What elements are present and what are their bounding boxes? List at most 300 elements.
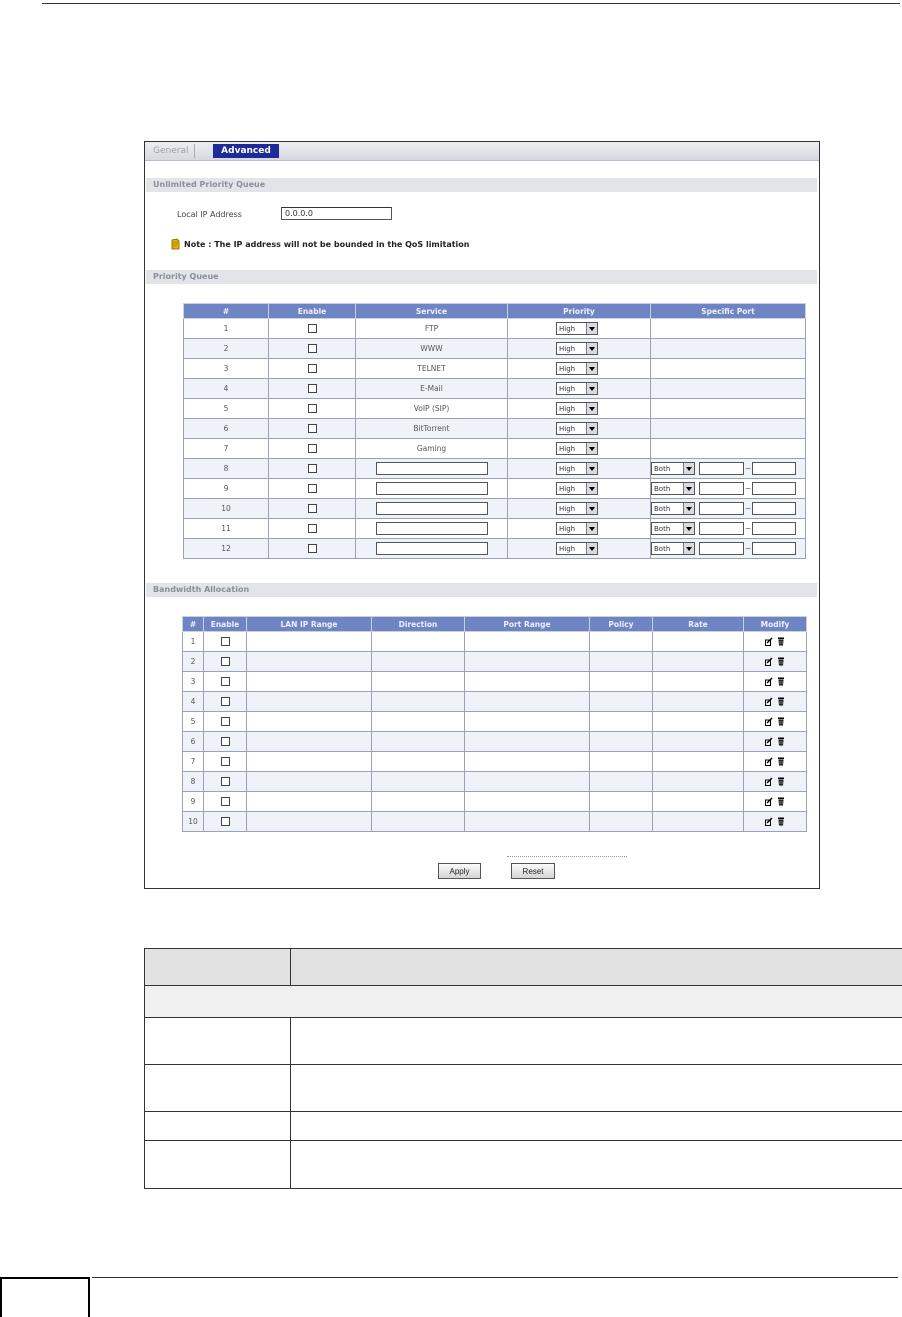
- priority-select-value: High: [559, 505, 576, 513]
- table-row: [183, 632, 807, 652]
- port-type-select[interactable]: [651, 502, 695, 515]
- priority-select[interactable]: [556, 322, 598, 335]
- doc-header-label: [145, 949, 291, 986]
- edit-icon[interactable]: [765, 657, 773, 666]
- bw-policy-cell: [590, 732, 653, 752]
- bw-lan-ip-range-cell: [247, 692, 372, 712]
- bw-lan-ip-range-cell: [247, 792, 372, 812]
- pq-enable-cell: [269, 319, 356, 339]
- chevron-down-icon[interactable]: [586, 343, 597, 354]
- bw-enable-cell: [204, 792, 247, 812]
- delete-icon[interactable]: [777, 797, 785, 806]
- table-row: [184, 459, 806, 479]
- bw-enable-cell: [204, 692, 247, 712]
- chevron-down-icon[interactable]: [683, 503, 694, 514]
- edit-icon[interactable]: [765, 817, 773, 826]
- pq-row-number: 5: [184, 399, 269, 419]
- pq-enable-cell: [269, 359, 356, 379]
- chevron-down-icon[interactable]: [586, 423, 597, 434]
- bw-header-1: Enable: [204, 617, 247, 632]
- port-type-select-value: Both: [654, 525, 671, 533]
- bw-enable-cell: [204, 712, 247, 732]
- pq-header-0: #: [184, 304, 269, 319]
- table-row: [184, 339, 806, 359]
- pq-enable-cell: [269, 419, 356, 439]
- bw-rate-cell: [653, 812, 744, 832]
- priority-select-value: High: [559, 325, 576, 333]
- edit-icon[interactable]: [765, 797, 773, 806]
- delete-icon[interactable]: [777, 817, 785, 826]
- table-row: [184, 359, 806, 379]
- bw-lan-ip-range-cell: [247, 672, 372, 692]
- bw-policy-cell: [590, 692, 653, 712]
- pq-row-number: 4: [184, 379, 269, 399]
- table-row: [184, 319, 806, 339]
- bw-direction-cell: [372, 712, 465, 732]
- note-text: Note : The IP address will not be bounded in the QoS limitation: [184, 240, 470, 249]
- priority-queue-table: [183, 303, 806, 559]
- bw-port-range-cell: [465, 672, 590, 692]
- priority-select[interactable]: [556, 502, 598, 515]
- chevron-down-icon[interactable]: [683, 543, 694, 554]
- service-input[interactable]: [376, 542, 488, 555]
- port-start-input[interactable]: [699, 482, 744, 495]
- enable-checkbox[interactable]: [308, 404, 317, 413]
- apply-button[interactable]: Apply: [438, 863, 481, 879]
- service-name: TELNET: [417, 364, 446, 373]
- pq-port-cell: [651, 339, 806, 359]
- enable-checkbox[interactable]: [221, 777, 230, 786]
- pq-port-cell: [651, 519, 806, 539]
- bw-port-range-cell: [465, 732, 590, 752]
- pq-enable-cell: [269, 539, 356, 559]
- bw-port-range-cell: [465, 752, 590, 772]
- pq-enable-cell: [269, 479, 356, 499]
- priority-select[interactable]: [556, 422, 598, 435]
- pq-enable-cell: [269, 459, 356, 479]
- bw-rate-cell: [653, 632, 744, 652]
- pq-service-cell: [356, 399, 508, 419]
- bw-header-5: Policy: [590, 617, 653, 632]
- bw-policy-cell: [590, 752, 653, 772]
- pq-row-number: 9: [184, 479, 269, 499]
- bw-enable-cell: [204, 772, 247, 792]
- enable-checkbox[interactable]: [221, 637, 230, 646]
- bw-row-number: 3: [183, 672, 204, 692]
- reset-button[interactable]: Reset: [511, 863, 555, 879]
- bw-row-number: 1: [183, 632, 204, 652]
- pq-priority-cell: [508, 439, 651, 459]
- bw-lan-ip-range-cell: [247, 732, 372, 752]
- bw-lan-ip-range-cell: [247, 772, 372, 792]
- doc-header-description: [291, 949, 902, 986]
- port-type-select-value: Both: [654, 505, 671, 513]
- enable-checkbox[interactable]: [308, 524, 317, 533]
- pq-row-number: 8: [184, 459, 269, 479]
- priority-select-value: High: [559, 545, 576, 553]
- pq-port-cell: [651, 419, 806, 439]
- port-type-select-value: Both: [654, 545, 671, 553]
- table-row: [183, 812, 807, 832]
- pq-port-cell: [651, 539, 806, 559]
- port-separator: ~: [745, 503, 752, 513]
- chevron-down-icon[interactable]: [586, 383, 597, 394]
- table-row: [184, 539, 806, 559]
- enable-checkbox[interactable]: [221, 657, 230, 666]
- bw-direction-cell: [372, 752, 465, 772]
- bandwidth-allocation-table: [182, 616, 807, 832]
- bw-lan-ip-range-cell: [247, 652, 372, 672]
- chevron-down-icon[interactable]: [683, 523, 694, 534]
- bw-modify-cell: [744, 752, 807, 772]
- section-unlimited-priority-queue: Unlimited Priority Queue: [146, 178, 817, 192]
- service-name: BitTorrent: [413, 424, 450, 433]
- delete-icon[interactable]: [777, 637, 785, 646]
- tab-advanced[interactable]: Advanced: [213, 144, 279, 158]
- local-ip-label: Local IP Address: [177, 210, 242, 219]
- service-name: WWW: [420, 344, 443, 353]
- bw-header-0: #: [183, 617, 204, 632]
- port-end-input[interactable]: [752, 542, 796, 555]
- table-row: [183, 752, 807, 772]
- bw-direction-cell: [372, 792, 465, 812]
- table-row: [184, 419, 806, 439]
- pq-priority-cell: [508, 479, 651, 499]
- service-input[interactable]: [376, 502, 488, 515]
- bw-port-range-cell: [465, 652, 590, 672]
- bw-port-range-cell: [465, 812, 590, 832]
- pq-priority-cell: [508, 379, 651, 399]
- pq-service-cell: [356, 339, 508, 359]
- pq-row-number: 3: [184, 359, 269, 379]
- port-end-input[interactable]: [752, 502, 796, 515]
- pq-priority-cell: [508, 359, 651, 379]
- bw-direction-cell: [372, 632, 465, 652]
- doc-row-label: [145, 1018, 291, 1065]
- local-ip-input[interactable]: [281, 207, 392, 220]
- pq-service-cell[interactable]: [356, 479, 508, 499]
- bw-row-number: 2: [183, 652, 204, 672]
- enable-checkbox[interactable]: [308, 344, 317, 353]
- chevron-down-icon[interactable]: [586, 483, 597, 494]
- doc-row-label: [145, 1112, 291, 1141]
- port-separator: ~: [745, 483, 752, 493]
- chevron-down-icon[interactable]: [586, 403, 597, 414]
- table-row: [184, 479, 806, 499]
- pq-row-number: 12: [184, 539, 269, 559]
- priority-select[interactable]: [556, 342, 598, 355]
- pq-header-3: Priority: [508, 304, 651, 319]
- bw-header-3: Direction: [372, 617, 465, 632]
- bw-port-range-cell: [465, 632, 590, 652]
- port-start-input[interactable]: [699, 542, 744, 555]
- table-row: [184, 379, 806, 399]
- pq-port-cell: [651, 399, 806, 419]
- priority-select[interactable]: [556, 442, 598, 455]
- edit-icon[interactable]: [765, 777, 773, 786]
- port-type-select-value: Both: [654, 465, 671, 473]
- bw-policy-cell: [590, 772, 653, 792]
- bw-row-number: 4: [183, 692, 204, 712]
- port-start-input[interactable]: [699, 502, 744, 515]
- priority-select[interactable]: [556, 482, 598, 495]
- pq-priority-cell: [508, 399, 651, 419]
- pq-service-cell: [356, 379, 508, 399]
- enable-checkbox[interactable]: [308, 484, 317, 493]
- bw-enable-cell: [204, 672, 247, 692]
- bw-rate-cell: [653, 732, 744, 752]
- bw-port-range-cell: [465, 792, 590, 812]
- pq-priority-cell: [508, 499, 651, 519]
- pq-port-cell: [651, 459, 806, 479]
- table-row: [184, 399, 806, 419]
- bw-policy-cell: [590, 672, 653, 692]
- pq-service-cell[interactable]: [356, 519, 508, 539]
- bw-direction-cell: [372, 772, 465, 792]
- enable-checkbox[interactable]: [308, 364, 317, 373]
- section-priority-queue: Priority Queue: [146, 270, 817, 284]
- bw-row-number: 8: [183, 772, 204, 792]
- priority-select[interactable]: [556, 402, 598, 415]
- field-description-table: [144, 948, 902, 1189]
- bw-port-range-cell: [465, 772, 590, 792]
- bw-header-2: LAN IP Range: [247, 617, 372, 632]
- bw-lan-ip-range-cell: [247, 712, 372, 732]
- doc-row-description: [291, 1018, 902, 1065]
- pq-enable-cell: [269, 379, 356, 399]
- table-row: [183, 792, 807, 812]
- bw-port-range-cell: [465, 692, 590, 712]
- pq-enable-cell: [269, 339, 356, 359]
- page-footer-rule: [92, 1277, 898, 1278]
- doc-row-description: [291, 1141, 902, 1189]
- pq-port-cell: [651, 319, 806, 339]
- doc-row-label: [145, 1141, 291, 1189]
- page-header-rule: [42, 3, 900, 4]
- chevron-down-icon[interactable]: [683, 463, 694, 474]
- enable-checkbox[interactable]: [308, 504, 317, 513]
- pq-header-2: Service: [356, 304, 508, 319]
- table-row: [184, 519, 806, 539]
- bw-lan-ip-range-cell: [247, 632, 372, 652]
- chevron-down-icon[interactable]: [586, 443, 597, 454]
- bw-header-7: Modify: [744, 617, 807, 632]
- port-end-input[interactable]: [752, 462, 796, 475]
- chevron-down-icon[interactable]: [586, 543, 597, 554]
- pq-priority-cell: [508, 459, 651, 479]
- pq-service-cell: [356, 319, 508, 339]
- bw-rate-cell: [653, 672, 744, 692]
- pq-service-cell[interactable]: [356, 539, 508, 559]
- bw-modify-cell: [744, 632, 807, 652]
- bw-row-number: 10: [183, 812, 204, 832]
- enable-checkbox[interactable]: [308, 444, 317, 453]
- port-separator: ~: [745, 523, 752, 533]
- delete-icon[interactable]: [777, 657, 785, 666]
- bw-enable-cell: [204, 732, 247, 752]
- bw-rate-cell: [653, 712, 744, 732]
- bw-direction-cell: [372, 732, 465, 752]
- chevron-down-icon[interactable]: [683, 483, 694, 494]
- pq-priority-cell: [508, 339, 651, 359]
- priority-select[interactable]: [556, 362, 598, 375]
- enable-checkbox[interactable]: [221, 677, 230, 686]
- bw-rate-cell: [653, 752, 744, 772]
- edit-icon[interactable]: [765, 757, 773, 766]
- pq-row-number: 7: [184, 439, 269, 459]
- priority-select[interactable]: [556, 522, 598, 535]
- enable-checkbox[interactable]: [308, 324, 317, 333]
- service-input[interactable]: [376, 482, 488, 495]
- bw-modify-cell: [744, 792, 807, 812]
- doc-group-row: [145, 986, 902, 1018]
- pq-service-cell[interactable]: [356, 499, 508, 519]
- doc-row-label: [145, 1065, 291, 1112]
- bw-policy-cell: [590, 632, 653, 652]
- enable-checkbox[interactable]: [221, 797, 230, 806]
- delete-icon[interactable]: [777, 697, 785, 706]
- port-type-select[interactable]: [651, 462, 695, 475]
- bw-modify-cell: [744, 692, 807, 712]
- pq-priority-cell: [508, 519, 651, 539]
- table-row: [183, 672, 807, 692]
- priority-select-value: High: [559, 345, 576, 353]
- port-type-select[interactable]: [651, 482, 695, 495]
- qos-advanced-screen: [144, 141, 820, 889]
- enable-checkbox[interactable]: [221, 717, 230, 726]
- bw-row-number: 9: [183, 792, 204, 812]
- port-type-select[interactable]: [651, 542, 695, 555]
- edit-icon[interactable]: [765, 697, 773, 706]
- delete-icon[interactable]: [777, 777, 785, 786]
- enable-checkbox[interactable]: [221, 737, 230, 746]
- pq-row-number: 2: [184, 339, 269, 359]
- tab-bar: [145, 142, 819, 161]
- edit-icon[interactable]: [765, 717, 773, 726]
- tab-general[interactable]: General: [147, 144, 195, 158]
- pq-enable-cell: [269, 499, 356, 519]
- bw-lan-ip-range-cell: [247, 752, 372, 772]
- bw-row-number: 6: [183, 732, 204, 752]
- chevron-down-icon[interactable]: [586, 503, 597, 514]
- bw-row-number: 5: [183, 712, 204, 732]
- priority-select-value: High: [559, 365, 576, 373]
- delete-icon[interactable]: [777, 757, 785, 766]
- service-name: FTP: [424, 324, 439, 333]
- service-input[interactable]: [376, 522, 488, 535]
- bw-modify-cell: [744, 812, 807, 832]
- service-name: Gaming: [416, 444, 447, 453]
- bw-modify-cell: [744, 712, 807, 732]
- bw-direction-cell: [372, 652, 465, 672]
- bw-modify-cell: [744, 732, 807, 752]
- priority-select[interactable]: [556, 462, 598, 475]
- pq-port-cell: [651, 499, 806, 519]
- priority-select-value: High: [559, 465, 576, 473]
- bw-modify-cell: [744, 672, 807, 692]
- port-separator: ~: [745, 463, 752, 473]
- bw-policy-cell: [590, 712, 653, 732]
- enable-checkbox[interactable]: [308, 544, 317, 553]
- doc-row-description: [291, 1065, 902, 1112]
- bw-enable-cell: [204, 812, 247, 832]
- port-end-input[interactable]: [752, 482, 796, 495]
- chevron-down-icon[interactable]: [586, 523, 597, 534]
- port-start-input[interactable]: [699, 462, 744, 475]
- pq-port-cell: [651, 379, 806, 399]
- pq-priority-cell: [508, 319, 651, 339]
- page-number-box: [0, 1277, 90, 1317]
- pq-priority-cell: [508, 539, 651, 559]
- bw-lan-ip-range-cell: [247, 812, 372, 832]
- edit-icon[interactable]: [765, 737, 773, 746]
- priority-select[interactable]: [556, 382, 598, 395]
- delete-icon[interactable]: [777, 677, 785, 686]
- table-row: [183, 772, 807, 792]
- port-type-select-value: Both: [654, 485, 671, 493]
- bw-port-range-cell: [465, 712, 590, 732]
- pq-priority-cell: [508, 419, 651, 439]
- pq-header-1: Enable: [269, 304, 356, 319]
- enable-checkbox[interactable]: [221, 697, 230, 706]
- table-row: [184, 499, 806, 519]
- pq-port-cell: [651, 359, 806, 379]
- chevron-down-icon[interactable]: [586, 323, 597, 334]
- port-start-input[interactable]: [699, 522, 744, 535]
- priority-select[interactable]: [556, 542, 598, 555]
- delete-icon[interactable]: [777, 717, 785, 726]
- pq-service-cell[interactable]: [356, 459, 508, 479]
- bw-enable-cell: [204, 632, 247, 652]
- table-row: [183, 692, 807, 712]
- priority-select-value: High: [559, 385, 576, 393]
- bw-policy-cell: [590, 792, 653, 812]
- enable-checkbox[interactable]: [308, 424, 317, 433]
- table-row: [183, 732, 807, 752]
- port-separator: ~: [745, 543, 752, 553]
- pq-enable-cell: [269, 519, 356, 539]
- enable-checkbox[interactable]: [221, 757, 230, 766]
- note-icon: [171, 238, 180, 250]
- bw-row-number: 7: [183, 752, 204, 772]
- chevron-down-icon[interactable]: [586, 363, 597, 374]
- bw-policy-cell: [590, 652, 653, 672]
- port-type-select[interactable]: [651, 522, 695, 535]
- pq-row-number: 6: [184, 419, 269, 439]
- enable-checkbox[interactable]: [221, 817, 230, 826]
- pq-row-number: 10: [184, 499, 269, 519]
- service-input[interactable]: [376, 462, 488, 475]
- pq-row-number: 11: [184, 519, 269, 539]
- enable-checkbox[interactable]: [308, 384, 317, 393]
- delete-icon[interactable]: [777, 737, 785, 746]
- pq-service-cell: [356, 419, 508, 439]
- bw-header-4: Port Range: [465, 617, 590, 632]
- bw-modify-cell: [744, 652, 807, 672]
- pq-header-4: Specific Port: [651, 304, 806, 319]
- divider: [507, 856, 627, 857]
- bw-header-6: Rate: [653, 617, 744, 632]
- pq-service-cell: [356, 439, 508, 459]
- bw-rate-cell: [653, 792, 744, 812]
- bw-rate-cell: [653, 652, 744, 672]
- enable-checkbox[interactable]: [308, 464, 317, 473]
- chevron-down-icon[interactable]: [586, 463, 597, 474]
- priority-select-value: High: [559, 525, 576, 533]
- edit-icon[interactable]: [765, 677, 773, 686]
- edit-icon[interactable]: [765, 637, 773, 646]
- port-end-input[interactable]: [752, 522, 796, 535]
